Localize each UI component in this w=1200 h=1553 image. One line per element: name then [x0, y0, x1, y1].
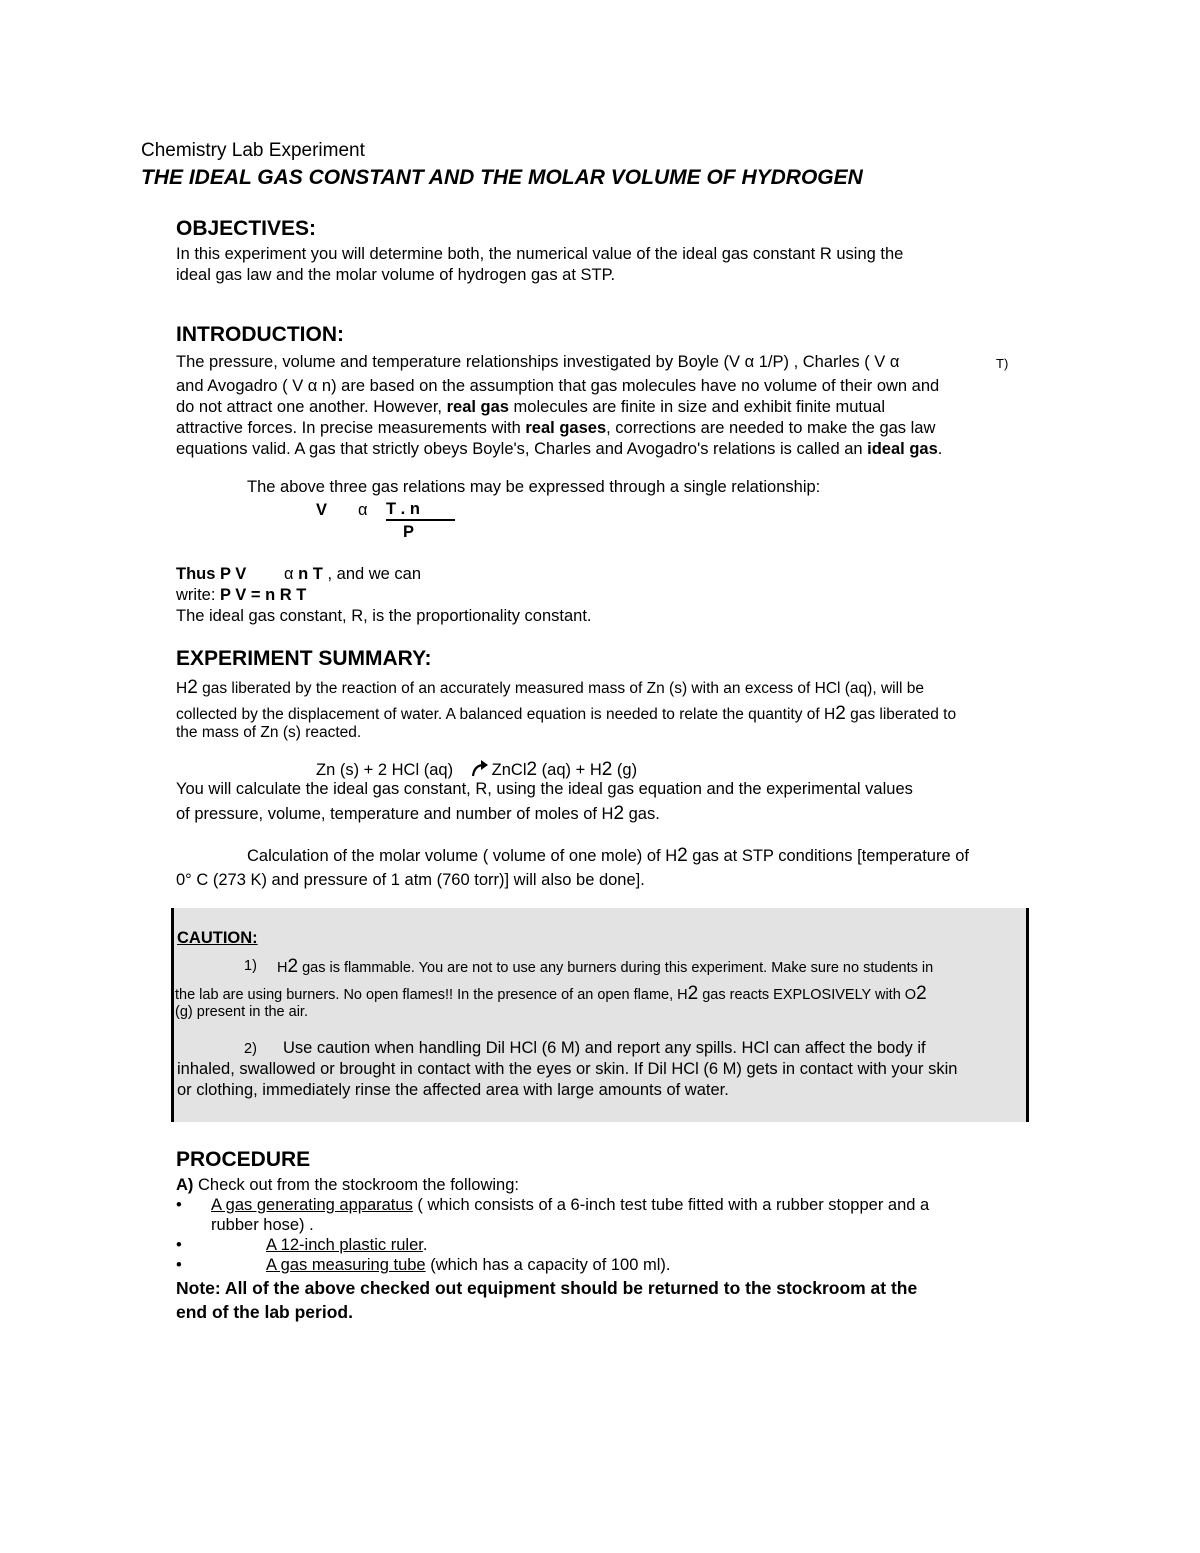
- summary-line: of pressure, volume, temperature and number of moles of H2 gas.: [176, 803, 660, 824]
- bullet: •: [176, 1196, 182, 1214]
- thus-line-rest: α n T , and we can: [284, 565, 422, 583]
- write-line: write: P V = n R T: [176, 586, 307, 604]
- bullet: •: [176, 1236, 182, 1254]
- procedure-step-a: A) Check out from the stockroom the following:: [176, 1176, 519, 1194]
- objectives-heading: OBJECTIVES:: [176, 217, 317, 240]
- intro-line: and Avogadro ( V α n) are based on the assumption that gas molecules have no volume of their own and: [176, 377, 940, 395]
- intro-line: equations valid. A gas that strictly obeys Boyle's, Charles and Avogadro's relations is called an ideal gas.: [176, 440, 943, 458]
- caution-item-line: inhaled, swallowed or brought in contact with the eyes or skin. If Dil HCl (6 M) gets in contact with your skin: [177, 1060, 958, 1078]
- relation-denominator: P: [403, 523, 415, 541]
- summary-line: You will calculate the ideal gas constant, R, using the ideal gas equation and the experimental values: [176, 780, 913, 798]
- document-title: THE IDEAL GAS CONSTANT AND THE MOLAR VOLUME OF HYDROGEN: [141, 166, 863, 189]
- intro-line-fragment: T): [996, 356, 1009, 371]
- procedure-note: end of the lab period.: [176, 1302, 353, 1322]
- objectives-line: In this experiment you will determine both, the numerical value of the ideal gas constant R using the: [176, 245, 904, 263]
- equipment-item: A 12-inch plastic ruler.: [266, 1236, 428, 1254]
- reaction-equation: Zn (s) + 2 HCl (aq) ZnCl2 (aq) + H2 (g): [316, 759, 637, 783]
- caution-item-line: or clothing, immediately rinse the affected area with large amounts of water.: [177, 1081, 729, 1099]
- caution-item-line: the lab are using burners. No open flames!! In the presence of an open flame, H2 gas reacts EXPLOSIVELY with O2: [175, 983, 927, 1004]
- summary-line: Calculation of the molar volume ( volume of one mole) of H2 gas at STP conditions [temperature of: [247, 845, 969, 866]
- caution-item-number: 1): [244, 958, 257, 974]
- introduction-heading: INTRODUCTION:: [176, 323, 344, 346]
- procedure-note: Note: All of the above checked out equipment should be returned to the stockroom at the: [176, 1278, 918, 1298]
- caution-item-line: (g) present in the air.: [175, 1004, 308, 1020]
- equipment-item-continued: rubber hose) .: [211, 1216, 314, 1234]
- summary-line: collected by the displacement of water. A balanced equation is needed to relate the quantity of H2 gas liberated to: [176, 703, 957, 724]
- summary-heading: EXPERIMENT SUMMARY:: [176, 647, 432, 670]
- caution-item-number: 2): [244, 1041, 257, 1057]
- relation-volume: V: [316, 501, 328, 519]
- bullet: •: [176, 1256, 182, 1274]
- summary-line: 0° C (273 K) and pressure of 1 atm (760 torr)] will also be done].: [176, 871, 645, 889]
- relation-intro: The above three gas relations may be expressed through a single relationship:: [247, 478, 821, 496]
- equipment-item: A gas generating apparatus ( which consists of a 6-inch test tube fitted with a rubber stopper and a: [211, 1196, 930, 1214]
- document-subtitle: Chemistry Lab Experiment: [141, 140, 365, 161]
- relation-proportional: α: [358, 501, 368, 519]
- constant-line: The ideal gas constant, R, is the proportionality constant.: [176, 607, 592, 625]
- thus-line: Thus P V: [176, 565, 247, 583]
- intro-line: do not attract one another. However, real gas molecules are finite in size and exhibit finite mutual: [176, 398, 885, 416]
- equipment-item: A gas measuring tube (which has a capacity of 100 ml).: [266, 1256, 671, 1274]
- caution-heading: CAUTION:: [177, 929, 258, 947]
- relation-numerator: T . n: [386, 500, 455, 521]
- procedure-heading: PROCEDURE: [176, 1148, 311, 1171]
- caution-item-line: Use caution when handling Dil HCl (6 M) and report any spills. HCl can affect the body if: [283, 1039, 926, 1057]
- summary-line: H2 gas liberated by the reaction of an accurately measured mass of Zn (s) with an excess of HCl (aq), will be: [176, 677, 925, 698]
- summary-line: the mass of Zn (s) reacted.: [176, 724, 362, 741]
- caution-item-line: H2 gas is flammable. You are not to use any burners during this experiment. Make sure no students in: [277, 956, 934, 977]
- intro-line: The pressure, volume and temperature relationships investigated by Boyle (V α 1/P) , Charles ( V α: [176, 353, 900, 371]
- intro-line: attractive forces. In precise measurements with real gases, corrections are needed to make the gas law: [176, 419, 936, 437]
- objectives-line: ideal gas law and the molar volume of hydrogen gas at STP.: [176, 266, 616, 284]
